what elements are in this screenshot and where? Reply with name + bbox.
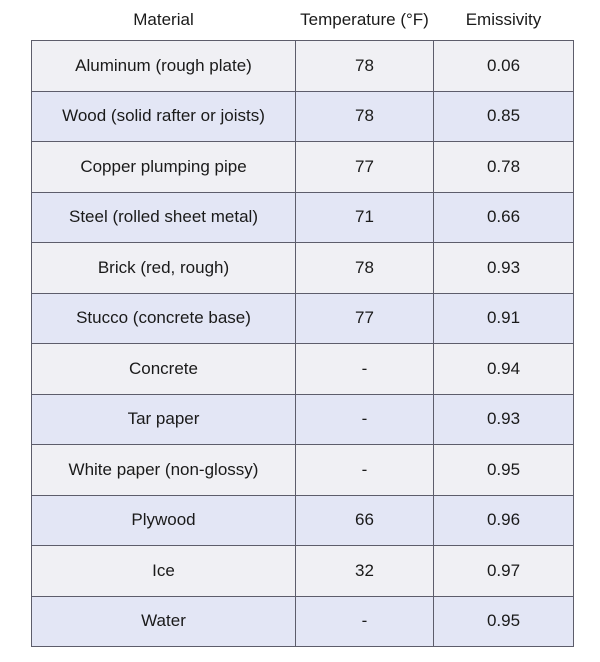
cell-material: Concrete xyxy=(32,344,296,395)
table-row xyxy=(32,495,574,546)
table-row xyxy=(32,243,574,294)
table-row xyxy=(32,91,574,142)
emissivity-table-container xyxy=(31,0,573,647)
table-header xyxy=(32,0,574,41)
header-row xyxy=(32,0,574,41)
cell-material: Wood (solid rafter or joists) xyxy=(32,91,296,142)
cell-emissivity: 0.95 xyxy=(434,596,574,647)
cell-temperature: - xyxy=(296,445,434,496)
header-emissivity: Emissivity xyxy=(434,0,574,41)
cell-emissivity: 0.93 xyxy=(434,394,574,445)
cell-emissivity: 0.97 xyxy=(434,546,574,597)
cell-emissivity: 0.94 xyxy=(434,344,574,395)
cell-temperature: 32 xyxy=(296,546,434,597)
cell-emissivity: 0.91 xyxy=(434,293,574,344)
cell-emissivity: 0.95 xyxy=(434,445,574,496)
cell-material: Copper plumping pipe xyxy=(32,142,296,193)
cell-emissivity: 0.66 xyxy=(434,192,574,243)
table-row xyxy=(32,546,574,597)
table-row xyxy=(32,293,574,344)
cell-material: Steel (rolled sheet metal) xyxy=(32,192,296,243)
cell-temperature: 77 xyxy=(296,293,434,344)
cell-material: Brick (red, rough) xyxy=(32,243,296,294)
cell-temperature: - xyxy=(296,344,434,395)
cell-material: White paper (non-glossy) xyxy=(32,445,296,496)
cell-material: Stucco (concrete base) xyxy=(32,293,296,344)
cell-temperature: 78 xyxy=(296,41,434,92)
cell-temperature: 77 xyxy=(296,142,434,193)
table-row xyxy=(32,596,574,647)
cell-emissivity: 0.85 xyxy=(434,91,574,142)
cell-emissivity: 0.93 xyxy=(434,243,574,294)
cell-emissivity: 0.78 xyxy=(434,142,574,193)
cell-material: Plywood xyxy=(32,495,296,546)
cell-emissivity: 0.06 xyxy=(434,41,574,92)
cell-material: Tar paper xyxy=(32,394,296,445)
cell-temperature: 71 xyxy=(296,192,434,243)
header-temperature: Temperature (°F) xyxy=(296,0,434,41)
table-body xyxy=(32,41,574,647)
cell-temperature: 66 xyxy=(296,495,434,546)
header-material: Material xyxy=(32,0,296,41)
cell-temperature: - xyxy=(296,596,434,647)
emissivity-table xyxy=(31,0,574,647)
cell-material: Water xyxy=(32,596,296,647)
table-row xyxy=(32,192,574,243)
cell-temperature: 78 xyxy=(296,91,434,142)
cell-temperature: - xyxy=(296,394,434,445)
cell-material: Aluminum (rough plate) xyxy=(32,41,296,92)
table-row xyxy=(32,394,574,445)
cell-temperature: 78 xyxy=(296,243,434,294)
table-row xyxy=(32,41,574,92)
table-row xyxy=(32,344,574,395)
table-row xyxy=(32,445,574,496)
cell-material: Ice xyxy=(32,546,296,597)
table-row xyxy=(32,142,574,193)
cell-emissivity: 0.96 xyxy=(434,495,574,546)
